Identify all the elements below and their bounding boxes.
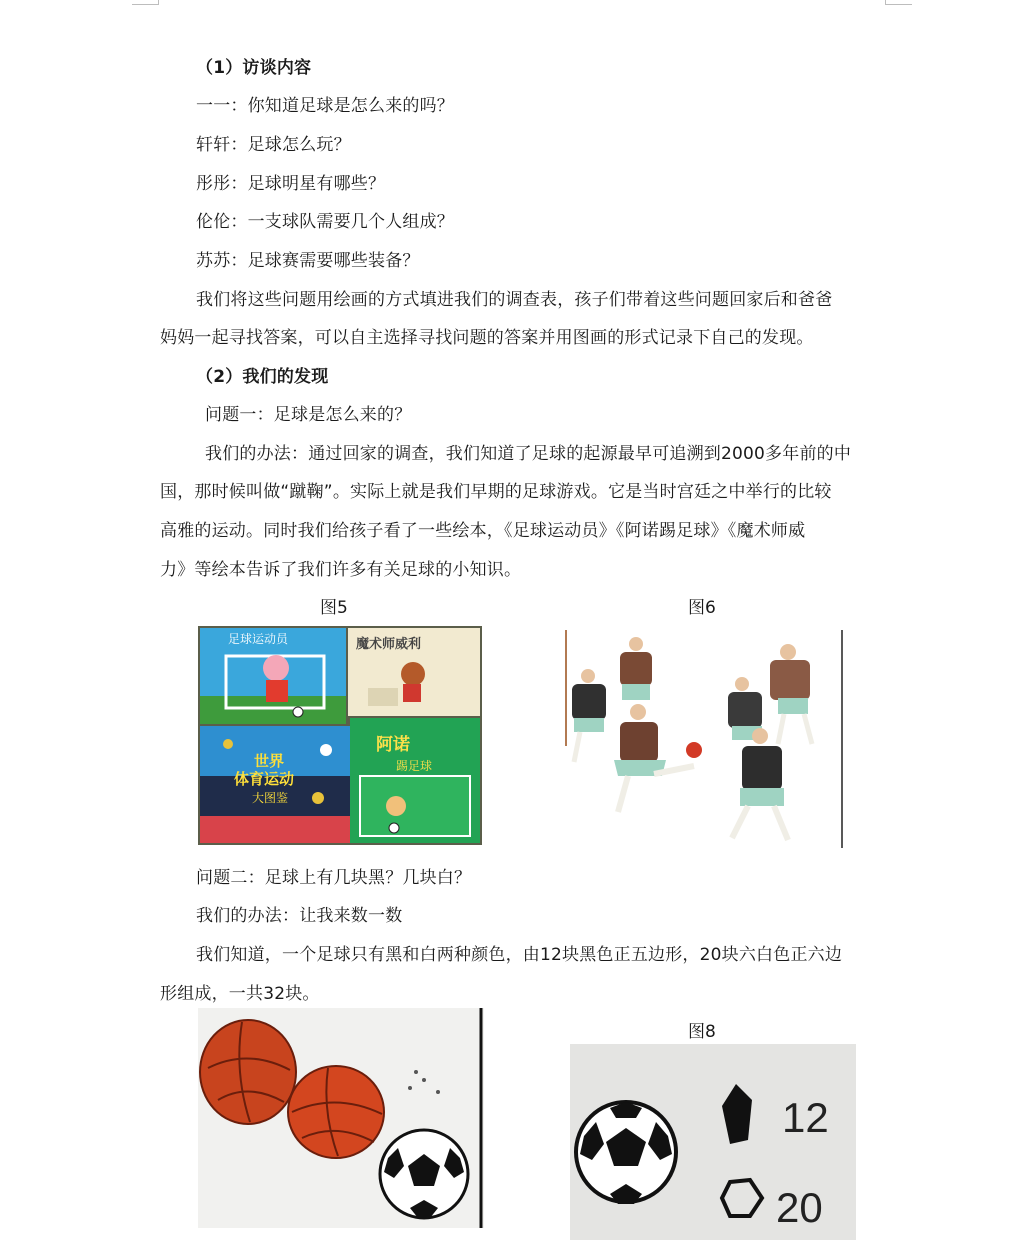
interview-name: 一一 bbox=[196, 96, 231, 116]
interview-sep: ： bbox=[230, 174, 248, 194]
interview-question: 一支球队需要几个人组成？ bbox=[247, 212, 455, 232]
interview-sep: ： bbox=[230, 251, 248, 271]
section2-heading: （2）我们的发现 bbox=[196, 367, 329, 387]
interview-line bbox=[196, 135, 351, 155]
figure5-caption: 图5 bbox=[320, 598, 348, 618]
crop-mark-left bbox=[132, 0, 159, 5]
cuju-ball bbox=[686, 742, 702, 758]
book3-title-a: 世界 bbox=[254, 753, 285, 770]
interview-name: 彤彤 bbox=[196, 174, 231, 194]
book3-title-c: 大图鉴 bbox=[252, 791, 289, 805]
book3-title-b: 体育运动 bbox=[234, 771, 295, 788]
picture-books-illustration bbox=[198, 626, 482, 845]
figure5-picture-books-photo bbox=[198, 626, 482, 845]
figure8-caption: 图8 bbox=[688, 1022, 716, 1042]
paragraph-line: 我们将这些问题用绘画的方式填进我们的调查表，孩子们带着这些问题回家后和爸爸 bbox=[196, 290, 833, 310]
interview-sep: ： bbox=[230, 212, 248, 232]
figure7-ball-drawing bbox=[198, 1008, 484, 1228]
interview-sep: ： bbox=[230, 96, 248, 116]
interview-question: 足球怎么玩？ bbox=[247, 135, 351, 155]
interview-line bbox=[196, 96, 454, 116]
interview-name: 伦伦 bbox=[196, 212, 231, 232]
interview-question: 足球明星有哪些？ bbox=[247, 174, 386, 194]
cuju-players-illustration bbox=[556, 626, 846, 850]
book4-title-a: 阿诺 bbox=[376, 735, 410, 754]
paragraph-line: 形组成，一共32块。 bbox=[160, 984, 320, 1004]
interview-name: 轩轩 bbox=[196, 135, 231, 155]
interview-line bbox=[196, 212, 454, 232]
interview-name: 苏苏 bbox=[196, 251, 231, 271]
book1-title: 足球运动员 bbox=[228, 632, 289, 646]
interview-line bbox=[196, 174, 385, 194]
paragraph-line: 力》等绘本告诉了我们许多有关足球的小知识。 bbox=[160, 560, 522, 580]
figure8-ball-count-photo bbox=[570, 1044, 856, 1240]
question-two: 问题二：足球上有几块黑？几块白？ bbox=[196, 868, 472, 888]
crop-mark-right bbox=[885, 0, 912, 5]
paragraph-line: 我们的办法：通过回家的调查，我们知道了足球的起源最早可追溯到2000多年前的中 bbox=[205, 444, 852, 464]
section1-heading: （1）访谈内容 bbox=[196, 58, 312, 78]
interview-sep: ： bbox=[230, 135, 248, 155]
question-two-method: 我们的办法：让我来数一数 bbox=[196, 906, 403, 926]
figure6-caption: 图6 bbox=[688, 598, 716, 618]
hexagon-count: 20 bbox=[776, 1184, 823, 1231]
ball-count-illustration bbox=[570, 1044, 856, 1240]
interview-question: 足球赛需要哪些装备？ bbox=[247, 251, 420, 271]
figure6-cuju-painting bbox=[556, 626, 846, 850]
interview-question: 你知道足球是怎么来的吗？ bbox=[247, 96, 455, 116]
pentagon-count: 12 bbox=[782, 1094, 829, 1141]
book2-title: 魔术师威利 bbox=[356, 636, 422, 651]
paragraph-line: 高雅的运动。同时我们给孩子看了一些绘本，《足球运动员》《阿诺踢足球》《魔术师威 bbox=[160, 521, 806, 541]
book4-title-b: 踢足球 bbox=[396, 759, 433, 773]
paragraph-line: 国，那时候叫做“蹴鞠”。实际上就是我们早期的足球游戏。它是当时宫廷之中举行的比较 bbox=[160, 482, 832, 502]
paragraph-line: 我们知道，一个足球只有黑和白两种颜色，由12块黑色正五边形，20块六白色正六边 bbox=[196, 945, 843, 965]
hand-drawn-balls-illustration bbox=[198, 1008, 484, 1228]
interview-line bbox=[196, 251, 420, 271]
paragraph-line: 妈妈一起寻找答案，可以自主选择寻找问题的答案并用图画的形式记录下自己的发现。 bbox=[160, 328, 814, 348]
question-one: 问题一：足球是怎么来的？ bbox=[205, 405, 412, 425]
